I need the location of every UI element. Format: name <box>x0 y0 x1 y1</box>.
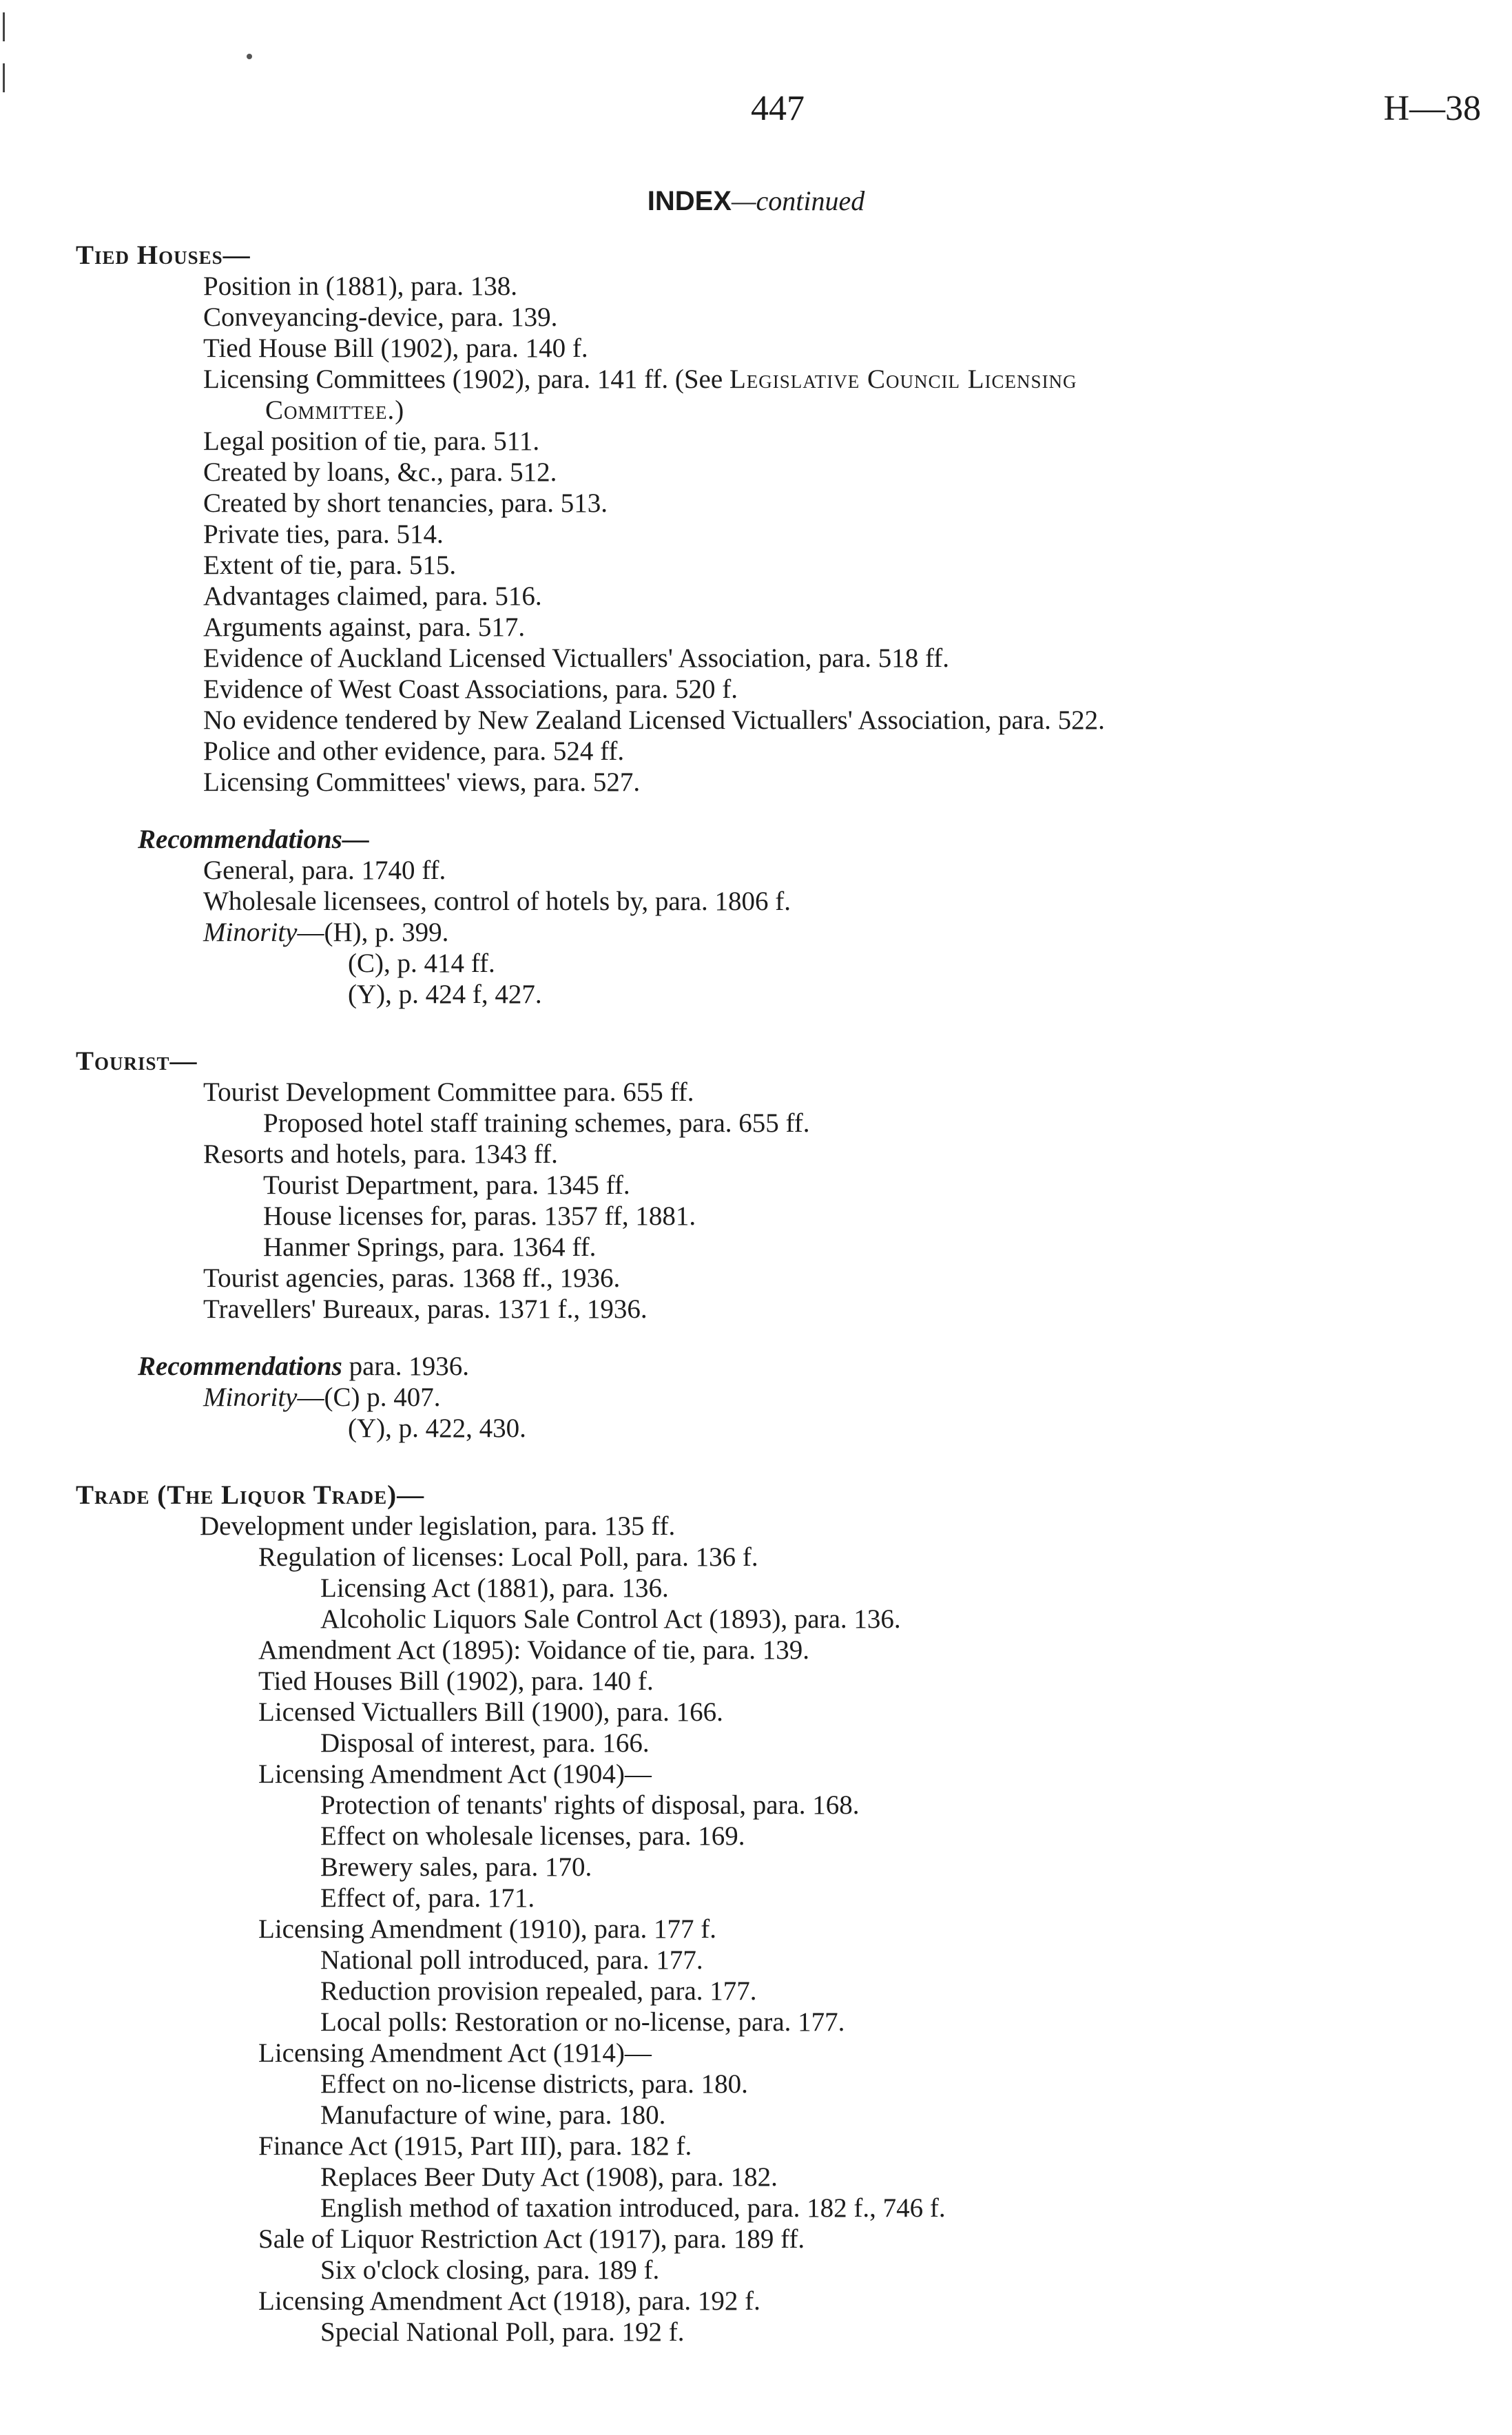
committees-lead: Licensing Committees (1902), para. 141 ff. (See <box>203 364 723 394</box>
index-entry: Private ties, para. 514. <box>203 519 444 549</box>
index-entry: Reduction provision repealed, para. 177. <box>320 1976 757 2006</box>
index-entry: Replaces Beer Duty Act (1908), para. 182. <box>320 2162 778 2192</box>
index-entry: Travellers' Bureaux, paras. 1371 f., 1936. <box>203 1294 648 1324</box>
index-entry: Tourist Department, para. 1345 ff. <box>263 1170 630 1200</box>
index-entry: Licensing Committees' views, para. 527. <box>203 767 641 797</box>
index-entry: Extent of tie, para. 515. <box>203 550 457 580</box>
index-entry: Manufacture of wine, para. 180. <box>320 2100 666 2130</box>
cross-reference: Legislative Council Licensing <box>729 364 1077 394</box>
index-entry: Police and other evidence, para. 524 ff. <box>203 736 625 766</box>
index-entry: Tied Houses Bill (1902), para. 140 f. <box>258 1666 654 1696</box>
minority-ref: —(H), p. 399. <box>297 918 449 947</box>
index-entry: Wholesale licensees, control of hotels by, para. 1806 f. <box>203 887 791 916</box>
index-entry: Effect on no-license districts, para. 180. <box>320 2069 748 2099</box>
minority-entry <box>203 1382 440 1413</box>
index-entry: Position in (1881), para. 138. <box>203 271 518 301</box>
index-entry: Resorts and hotels, para. 1343 ff. <box>203 1139 558 1169</box>
section-heading-trade: Trade (The Liquor Trade)— <box>76 1480 425 1510</box>
minority-ref: (Y), p. 422, 430. <box>348 1413 526 1443</box>
index-entry: Proposed hotel staff training schemes, para. 655 ff. <box>263 1108 810 1138</box>
index-entry: Protection of tenants' rights of disposal, para. 168. <box>320 1790 860 1820</box>
index-entry: Amendment Act (1895): Voidance of tie, para. 139. <box>258 1635 810 1665</box>
index-entry: Six o'clock closing, para. 189 f. <box>320 2255 660 2285</box>
recommendations-ref: para. 1936. <box>342 1351 469 1381</box>
cross-reference-continued: Committee.) <box>265 395 405 425</box>
index-entry: Evidence of West Coast Associations, para. 520 f. <box>203 674 738 704</box>
index-entry: Development under legislation, para. 135 ff. <box>200 1511 676 1541</box>
index-entry: Licensing Amendment Act (1918), para. 192 f. <box>258 2286 760 2316</box>
recommendations-heading: Recommendations <box>138 1351 342 1381</box>
index-entry: Sale of Liquor Restriction Act (1917), para. 189 ff. <box>258 2224 805 2254</box>
recommendations-entry <box>138 1351 469 1382</box>
recommendations-heading: Recommendations— <box>138 825 369 854</box>
index-entry: Effect of, para. 171. <box>320 1883 535 1913</box>
index-entry: Conveyancing-device, para. 139. <box>203 302 558 332</box>
index-entry: Legal position of tie, para. 511. <box>203 426 540 456</box>
document-code: H—38 <box>1383 89 1481 128</box>
section-heading-tied-houses: Tied Houses— <box>76 240 251 270</box>
index-entry: Advantages claimed, para. 516. <box>203 581 542 611</box>
section-heading-tourist: Tourist— <box>76 1046 198 1076</box>
index-entry: Created by loans, &c., para. 512. <box>203 457 557 487</box>
index-entry: National poll introduced, para. 177. <box>320 1945 703 1975</box>
index-entry: Licensing Amendment (1910), para. 177 f. <box>258 1914 716 1944</box>
continued-label: —continued <box>731 185 865 216</box>
index-title: INDEX <box>647 186 732 216</box>
index-entry: Licensing Amendment Act (1904)— <box>258 1759 652 1789</box>
scan-mark <box>3 12 5 41</box>
index-entry: Created by short tenancies, para. 513. <box>203 488 608 518</box>
index-entry: Disposal of interest, para. 166. <box>320 1728 650 1758</box>
minority-label: Minority <box>203 1382 298 1412</box>
index-entry: Licensing Amendment Act (1914)— <box>258 2038 652 2068</box>
index-entry: Regulation of licenses: Local Poll, para. 136 f. <box>258 1542 758 1572</box>
index-entry: Special National Poll, para. 192 f. <box>320 2317 685 2347</box>
index-entry: Evidence of Auckland Licensed Victuallers' Association, para. 518 ff. <box>203 643 950 673</box>
minority-label: Minority <box>203 918 298 947</box>
page-number: 447 <box>751 89 805 128</box>
minority-entry <box>203 917 448 948</box>
index-entry: Finance Act (1915, Part III), para. 182 f. <box>258 2131 692 2161</box>
index-entry: Tied House Bill (1902), para. 140 f. <box>203 333 588 363</box>
index-entry: Hanmer Springs, para. 1364 ff. <box>263 1232 597 1262</box>
minority-ref: —(C) p. 407. <box>297 1382 441 1412</box>
index-entry: Licensing Act (1881), para. 136. <box>320 1573 669 1603</box>
minority-ref: (C), p. 414 ff. <box>348 949 495 978</box>
index-entry: Local polls: Restoration or no-license, para. 177. <box>320 2007 845 2037</box>
index-entry: Arguments against, para. 517. <box>203 612 526 642</box>
running-title <box>0 185 1512 217</box>
scan-speck <box>247 54 252 59</box>
index-entry: General, para. 1740 ff. <box>203 856 446 885</box>
index-entry: Brewery sales, para. 170. <box>320 1852 592 1882</box>
index-entry-committees <box>203 364 1077 395</box>
index-entry: Effect on wholesale licenses, para. 169. <box>320 1821 745 1851</box>
index-entry: No evidence tendered by New Zealand Licensed Victuallers' Association, para. 522. <box>203 705 1105 735</box>
index-entry: Alcoholic Liquors Sale Control Act (1893), para. 136. <box>320 1604 901 1634</box>
index-entry: English method of taxation introduced, para. 182 f., 746 f. <box>320 2193 946 2223</box>
scan-mark <box>3 63 5 92</box>
index-entry: Tourist agencies, paras. 1368 ff., 1936. <box>203 1263 621 1293</box>
index-entry: House licenses for, paras. 1357 ff, 1881. <box>263 1201 696 1231</box>
minority-ref: (Y), p. 424 f, 427. <box>348 980 542 1009</box>
index-entry: Licensed Victuallers Bill (1900), para. 166. <box>258 1697 723 1727</box>
index-entry: Tourist Development Committee para. 655 ff. <box>203 1077 694 1107</box>
